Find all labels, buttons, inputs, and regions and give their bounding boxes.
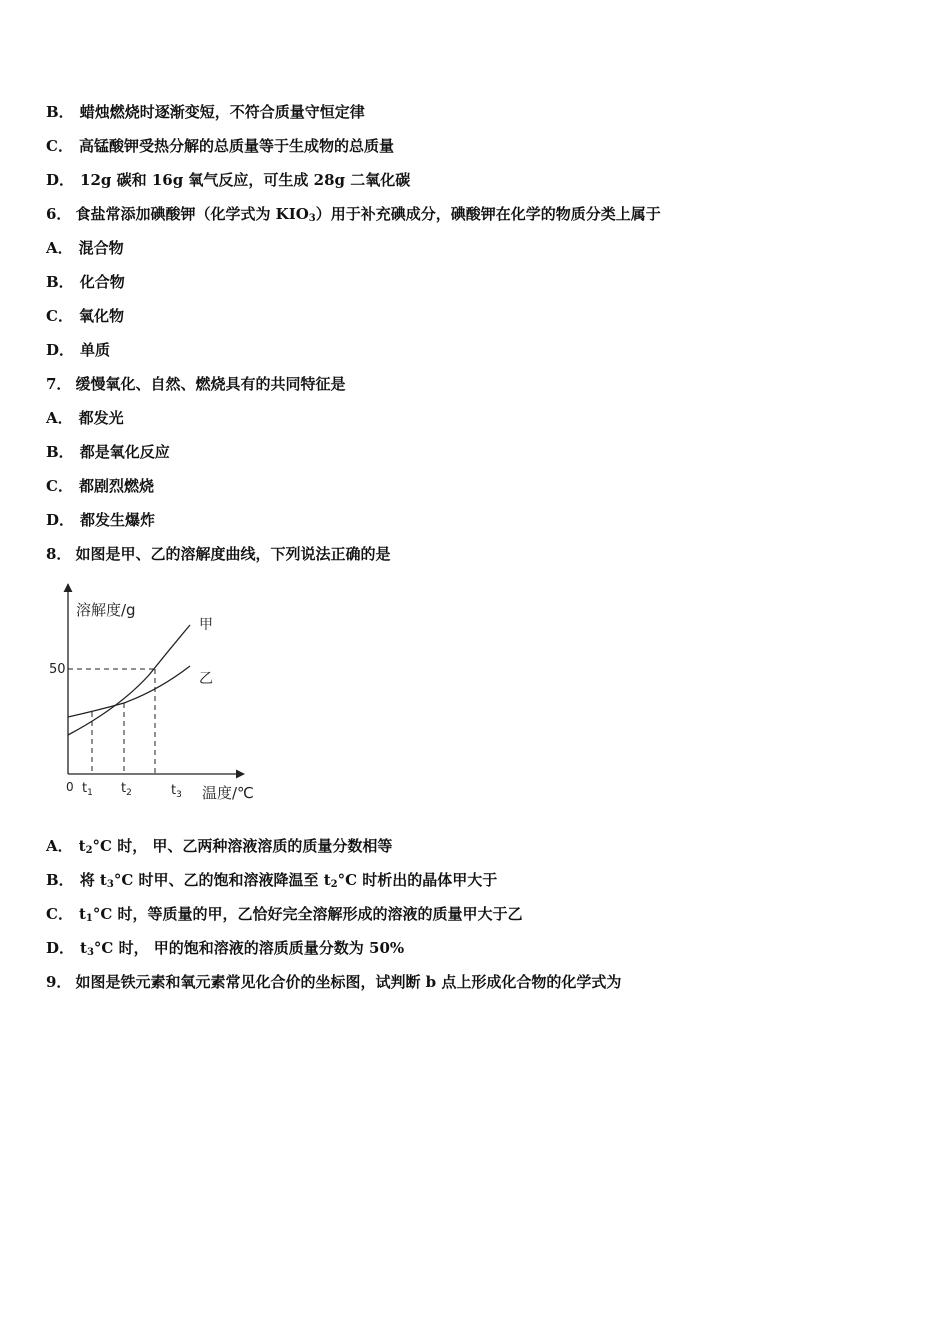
q9-stem: 9． 如图是铁元素和氧元素常见化合价的坐标图，试判断 b 点上形成化合物的化学式为 xyxy=(46,973,622,991)
q5-option-c: C． 高锰酸钾受热分解的总质量等于生成物的总质量 xyxy=(46,137,394,155)
q8-option-c: C． $t_1^\circ C$ 时，等质量的甲，乙恰好完全溶解形成的溶液的质量甲大于乙 xyxy=(46,905,523,924)
origin-label: 0 xyxy=(66,780,74,794)
q6-option-d: D． 单质 xyxy=(46,341,111,359)
solubility-chart xyxy=(44,578,274,808)
x-tick-t1: $t_1$ xyxy=(82,781,93,798)
q6-stem: 6． 食盐常添加碘酸钾（化学式为 $KIO_3$）用于补充碘成分，碘酸钾在化学的物质分类上属于 xyxy=(46,205,661,224)
series-yi-label: 乙 xyxy=(199,671,213,687)
q8-option-b: B． 将 $t_3^\circ C$ 时甲、乙的饱和溶液降温至 $t_2^\circ C$ 时析出的晶体甲大于 xyxy=(46,871,498,890)
x-axis-label: 温度/℃ xyxy=(202,784,254,802)
q8-option-a: A． $t_2^\circ C$ 时， 甲、乙两种溶液溶质的质量分数相等 xyxy=(46,837,393,856)
q7-option-d: D． 都发生爆炸 xyxy=(46,511,156,529)
q6-option-b: B． 化合物 xyxy=(46,273,125,291)
y-tick-50: 50 xyxy=(49,662,66,677)
x-tick-t2: $t_2$ xyxy=(121,781,132,798)
y-axis-label: 溶解度/g xyxy=(76,601,136,619)
q6-option-a: A． 混合物 xyxy=(46,239,124,257)
x-tick-t3: $t_3$ xyxy=(171,783,182,800)
q7-option-b: B． 都是氧化反应 xyxy=(46,443,170,461)
series-jia-curve xyxy=(68,625,190,735)
q7-option-c: C． 都剧烈燃烧 xyxy=(46,477,154,495)
q7-stem: 7． 缓慢氧化、自然、燃烧具有的共同特征是 xyxy=(46,375,346,393)
series-yi-curve xyxy=(68,666,190,717)
q8-stem: 8． 如图是甲、乙的溶解度曲线，下列说法正确的是 xyxy=(46,545,391,563)
series-jia-label: 甲 xyxy=(199,617,213,633)
q8-option-d: D． $t_3^\circ C$ 时， 甲的饱和溶液的溶质质量分数为 50% xyxy=(46,939,405,958)
q6-option-c: C． 氧化物 xyxy=(46,307,124,325)
q7-option-a: A． 都发光 xyxy=(46,409,124,427)
q5-option-b: B． 蜡烛燃烧时逐渐变短，不符合质量守恒定律 xyxy=(46,103,365,121)
q5-option-d: D． 12g 碳和 16g 氧气反应，可生成 28g 二氧化碳 xyxy=(46,171,411,189)
